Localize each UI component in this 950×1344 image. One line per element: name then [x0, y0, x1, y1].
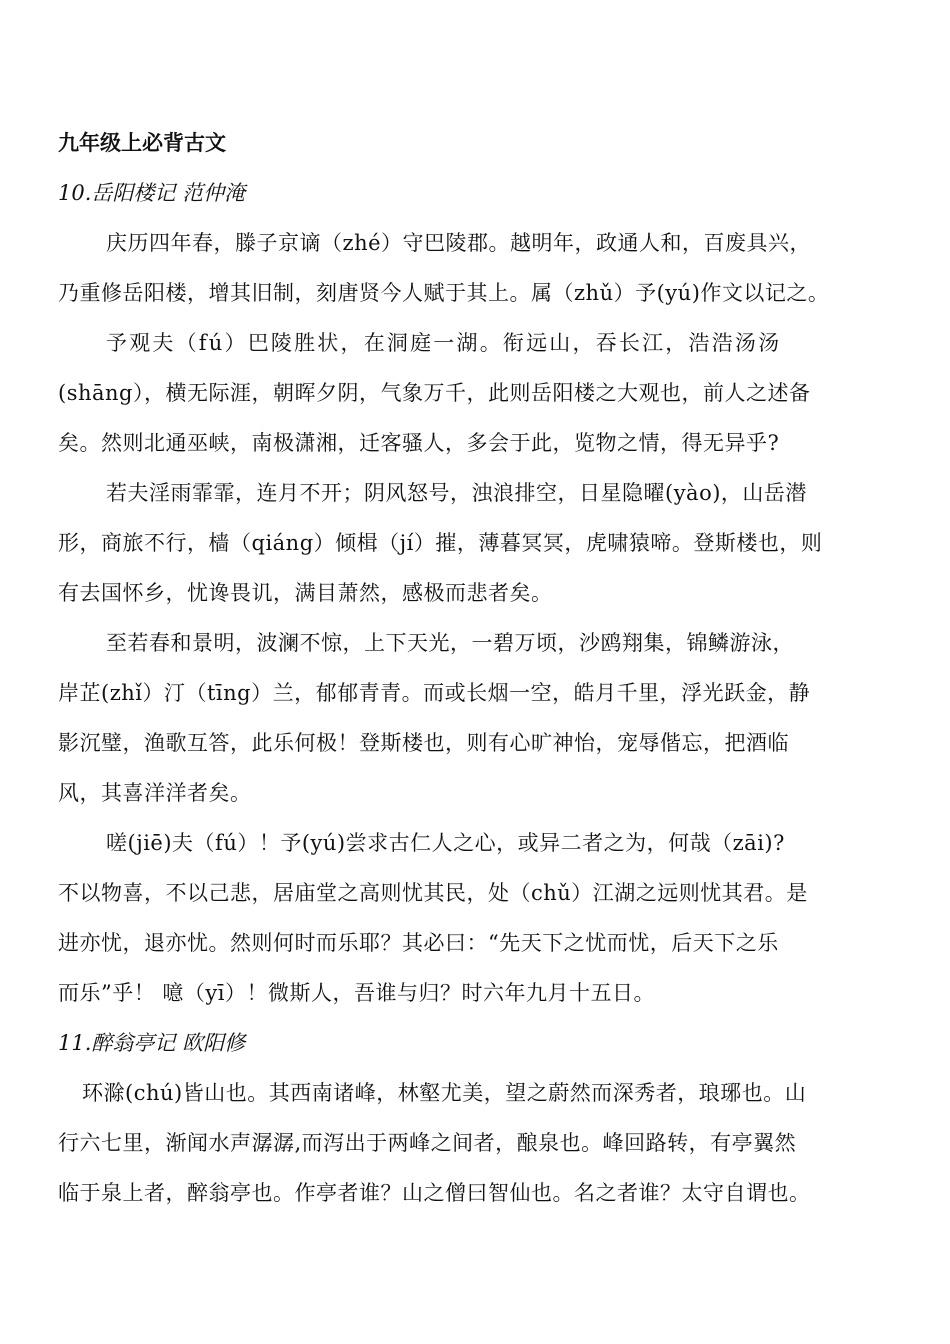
- text-line: 予观夫（fú）巴陵胜状，在洞庭一湖。衔远山，吞长江，浩浩汤汤: [106, 331, 782, 355]
- section-zuiwengting: [58, 1018, 918, 1218]
- document-title: 九年级上必背古文: [58, 130, 226, 155]
- text-line: 形，商旅不行，樯（qiáng）倾楫（jí）摧，薄暮冥冥，虎啸猿啼。登斯楼也，则: [58, 531, 823, 555]
- text-line: 进亦忧，退亦忧。然则何时而乐耶？其必曰：“先天下之忧而忧，后天下之乐: [58, 931, 779, 955]
- section-heading: 11.醉翁亭记 欧阳修: [58, 1031, 246, 1055]
- text-line: 行六七里，渐闻水声潺潺,而泻出于两峰之间者，酿泉也。峰回路转，有亭翼然: [58, 1131, 797, 1155]
- text-line: 有去国怀乡，忧谗畏讥，满目萧然，感极而悲者矣。: [58, 581, 553, 605]
- section-yueyanglou: [58, 168, 918, 1018]
- text-line: 岸芷(zhǐ）汀（tīng）兰，郁郁青青。而或长烟一空，皓月千里，浮光跃金，静: [58, 681, 811, 705]
- text-line: 而乐”乎！ 噫（yī）！微斯人，吾谁与归？时六年九月十五日。: [58, 981, 655, 1005]
- text-line: 不以物喜，不以己悲，居庙堂之高则忧其民，处（chǔ）江湖之远则忧其君。是: [58, 881, 808, 905]
- text-line: 若夫淫雨霏霏，连月不开；阴风怒号，浊浪排空，日星隐曜(yào)，山岳潜: [106, 481, 807, 505]
- section-heading: 10.岳阳楼记 范仲淹: [58, 181, 246, 205]
- text-line: 矣。然则北通巫峡，南极潇湘，迁客骚人，多会于此，览物之情，得无异乎?: [58, 431, 780, 455]
- text-line: 乃重修岳阳楼，增其旧制，刻唐贤今人赋于其上。属（zhǔ）予(yú)作文以记之。: [58, 281, 830, 305]
- text-line: (shāng），横无际涯，朝晖夕阴，气象万千，此则岳阳楼之大观也，前人之述备: [58, 381, 811, 405]
- text-line: 庆历四年春，滕子京谪（zhé）守巴陵郡。越明年，政通人和，百废具兴，: [106, 231, 812, 255]
- document-page: [58, 118, 918, 1218]
- text-line: 嗟(jiē)夫（fú）！予(yú)尝求古仁人之心，或异二者之为，何哉（zāi)?: [106, 831, 785, 855]
- text-line: 环滁(chú)皆山也。其西南诸峰，林壑尤美，望之蔚然而深秀者，琅琊也。山: [82, 1081, 807, 1105]
- text-line: 影沉璧，渔歌互答，此乐何极！登斯楼也，则有心旷神怡，宠辱偕忘，把酒临: [58, 731, 789, 755]
- text-line: 临于泉上者，醉翁亭也。作亭者谁？山之僧曰智仙也。名之者谁？太守自谓也。: [58, 1181, 811, 1205]
- text-line: 风，其喜洋洋者矣。: [58, 781, 252, 805]
- text-line: 至若春和景明，波澜不惊，上下天光，一碧万顷，沙鸥翔集，锦鳞游泳，: [106, 631, 794, 655]
